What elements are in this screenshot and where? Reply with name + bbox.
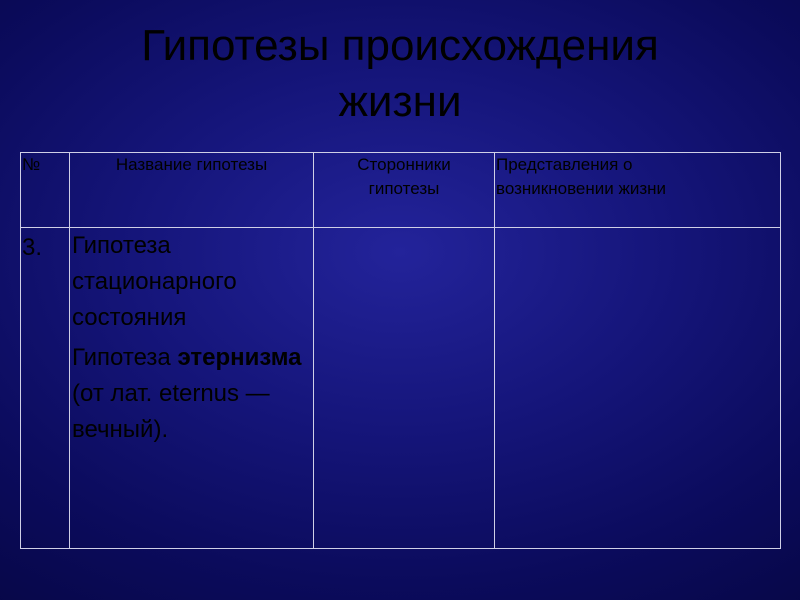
hypothesis-eternism [72,340,313,448]
hypothesis-stationary-state: Гипотеза стационарного состояния [72,232,237,331]
slide-title [60,18,740,130]
header-ideas-line-2: возникновении жизни [496,179,667,198]
header-hypothesis-name: Название гипотезы [70,153,314,228]
hypotheses-table [20,152,781,549]
header-supporters-line-2: гипотезы [368,179,440,198]
header-supporters [314,153,495,228]
header-number: № [21,153,70,228]
header-ideas [495,153,781,228]
eternism-prefix: Гипотеза [72,344,178,371]
row-ideas-cell [495,228,781,549]
row-hypothesis-name [70,228,314,549]
header-ideas-line-1: Представления о [496,155,633,174]
table-row [21,228,781,549]
slide-title-line-1: Гипотезы происхождения [141,21,659,70]
eternism-term: этернизма [177,344,302,371]
row-supporters-cell [314,228,495,549]
row-number: 3. [21,228,70,549]
header-supporters-line-1: Сторонники [357,155,451,174]
table-header-row [21,153,781,228]
slide-title-line-2: жизни [338,77,462,126]
eternism-suffix: (от лат. eternus — вечный). [72,380,270,443]
